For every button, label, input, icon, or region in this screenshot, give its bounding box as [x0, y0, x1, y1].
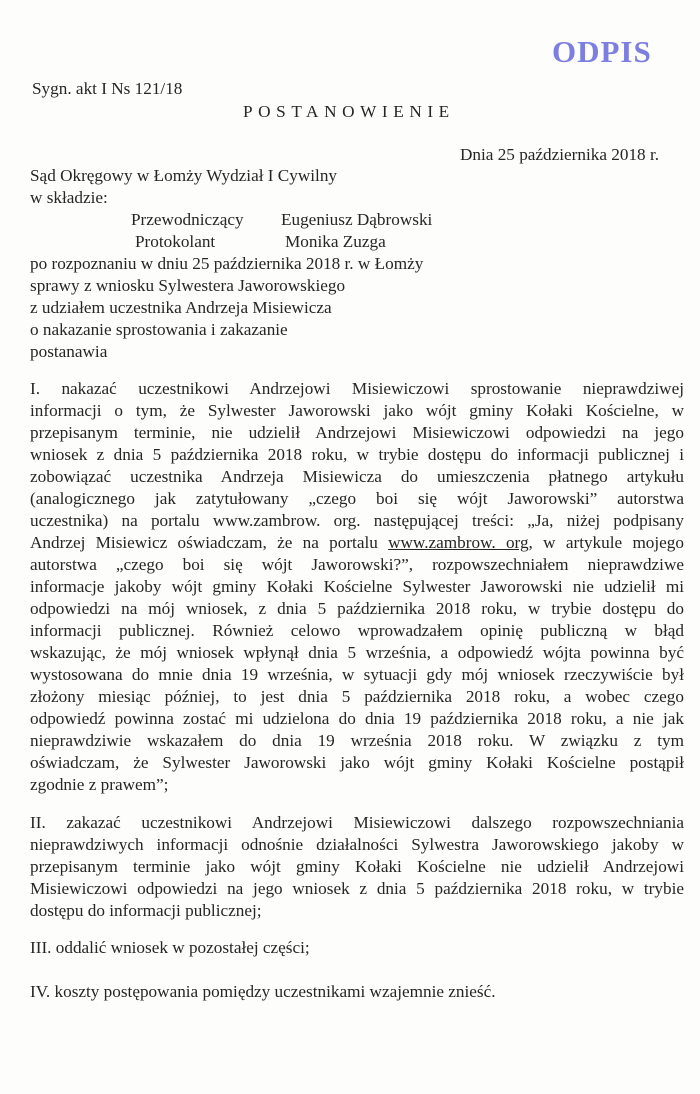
composition-intro: w składzie: — [30, 188, 108, 207]
ruling-line-text: Andrzej Misiewicz oświadczam, że na portalu — [30, 533, 378, 552]
ruling-line: II. zakazać uczestnikowi Andrzejowi Misiewiczowi dalszego rozpowszechniania — [30, 813, 684, 832]
ruling-line: nieprawdziwych informacji odnośnie działalności Sylwestra Jaworowskiego jakoby w — [30, 835, 684, 854]
intro-line: o nakazanie sprostowania i zakazanie — [30, 320, 288, 339]
document-title: POSTANOWIENIE — [243, 102, 455, 121]
presiding-role: Przewodniczący — [131, 210, 244, 229]
clerk-role: Protokolant — [135, 232, 216, 251]
ruling-line: odpowiedź powinna zostać mi udzielona do dnia 19 października 2018 roku, a nie jak — [30, 709, 684, 728]
ruling-line: informacji o tym, że Sylwester Jaworowski jako wójt gminy Kołaki Kościelne, w — [30, 401, 684, 420]
intro-line: postanawia — [30, 342, 108, 361]
intro-line: po rozpoznaniu w dniu 25 października 2018 r. w Łomży — [30, 254, 424, 273]
ruling-line: oświadczam, że Sylwester Jaworowski jako wójt gminy Kołaki Kościelne postąpił — [30, 753, 684, 772]
ruling-line: nieprawdziwie wskazałem do dnia 19 września 2018 roku. W związku z tym — [30, 731, 684, 750]
clerk-name: Monika Zuzga — [285, 232, 386, 251]
ruling-line: I. nakazać uczestnikowi Andrzejowi Misiewiczowi sprostowanie nieprawdziwej — [30, 379, 684, 398]
ruling-line: informacje jakoby wójt gminy Kołaki Kościelne Sylwester Jaworowski nie udzielił mi — [30, 577, 684, 596]
court-name: Sąd Okręgowy w Łomży Wydział I Cywilny — [30, 166, 338, 185]
ruling-line: odpowiedzi na mój wniosek, z dnia 5 października 2018 roku, w trybie dostępu do — [30, 599, 684, 618]
ruling-line: wystosowana do mnie dnia 19 września, w sytuacji gdy mój wniosek rzeczywiście był — [30, 665, 684, 684]
ruling-line: złożony miesiąc później, to jest dnia 5 października 2018 roku, a wobec czego — [30, 687, 684, 706]
ruling-point-4: IV. koszty postępowania pomiędzy uczestnikami wzajemnie znieść. — [30, 982, 496, 1001]
case-signature: Sygn. akt I Ns 121/18 — [32, 79, 183, 98]
ruling-line: autorstwa „czego boi się wójt Jaworowski?”, rozpowszechniałem nieprawdziwe — [30, 555, 684, 574]
ruling-line: (analogicznego jak zatytułowany „czego boi się wójt Jaworowski” autorstwa — [30, 489, 684, 508]
ruling-line-text: w artykule mojego — [532, 533, 684, 552]
portal-link[interactable]: www.zambrow. org, — [388, 533, 533, 552]
ruling-line: Misiewiczowi odpowiedzi na jego wniosek z dnia 5 października 2018 roku, w trybie — [30, 879, 684, 898]
presiding-judge-name: Eugeniusz Dąbrowski — [281, 210, 433, 229]
ruling-line: uczestnika) na portalu www.zambrow. org. następującej treści: „Ja, niżej podpisany — [30, 511, 684, 530]
ruling-line: przepisanym terminie jako wójt gminy Kołaki Kościelne nie udzielił Andrzejowi — [30, 857, 684, 876]
ruling-point-3: III. oddalić wniosek w pozostałej części; — [30, 938, 310, 957]
ruling-line: informacji publicznej. Również celowo wprowadzałem opinię publiczną w błąd — [30, 621, 684, 640]
ruling-line: przepisanym terminie, nie udzielił Andrzejowi Misiewiczowi odpowiedzi na jego — [30, 423, 684, 442]
ruling-line — [30, 532, 684, 554]
ruling-line: wniosek z dnia 5 października 2018 roku, w trybie dostępu do informacji publicznej i — [30, 445, 684, 464]
ruling-line: dostępu do informacji publicznej; — [30, 901, 262, 920]
intro-line: z udziałem uczestnika Andrzeja Misiewicza — [30, 298, 332, 317]
ruling-line: wskazując, że mój wniosek wpłynął dnia 5 września, a odpowiedź wójta powinna być — [30, 643, 684, 662]
copy-stamp: ODPIS — [552, 34, 652, 69]
ruling-line: zobowiązać uczestnika Andrzeja Misiewicza do umieszczenia płatnego artykułu — [30, 467, 684, 486]
decision-date: Dnia 25 października 2018 r. — [460, 145, 660, 164]
intro-line: sprawy z wniosku Sylwestera Jaworowskiego — [30, 276, 346, 295]
ruling-line: zgodnie z prawem”; — [30, 775, 169, 794]
